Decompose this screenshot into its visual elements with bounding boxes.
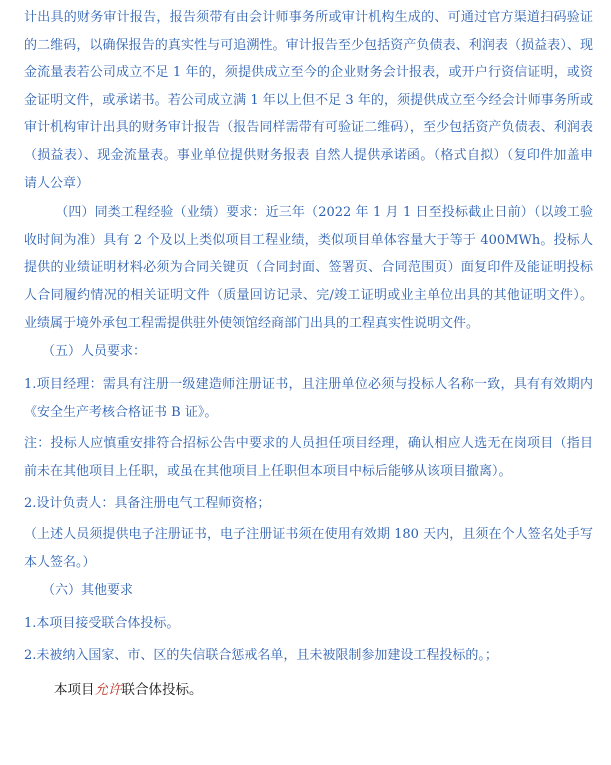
consortium-statement-prefix: 本项目 (54, 682, 95, 699)
credit-blacklist-item: 2.未被纳入国家、市、区的失信联合惩戒名单，且未被限制参加建设工程投标的。； (24, 647, 498, 663)
experience-requirement-paragraph: （四）同类工程经验（业绩）要求：近三年（2022 年 1 月 1 日至投标截止日前）（以竣工验收时间为准）具有 2 个及以上类似项目工程业绩，类似项目单体容量大于等于 400MWh。投标人提供的业绩证明材料必须为合同关键页（合同封面、签署页、合同范围页）面复印件及能证明投标人合同履约情况的相关证明文件（质量回访记录、完/竣工证明或业主单位出具的其他证明文件）。业绩属于境外承包工程需提供驻外使领馆经商部门出具的工程真实性说明文件。 (24, 205, 593, 331)
personnel-requirements-heading: （五）人员要求： (42, 344, 147, 360)
consortium-statement-suffix: 联合体投标。 (121, 682, 203, 699)
project-manager-requirement: 1.项目经理：需具有注册一级建造师注册证书，且注册单位必须与投标人名称一致，具有有效期内《安全生产考核合格证书 B 证》。 (24, 377, 593, 420)
project-manager-note: 注：投标人应慎重安排符合招标公告中要求的人员担任项目经理，确认相应人选无在岗项目（指目前未在其他项目上任职，或虽在其他项目上任职但本项目中标后能够从该项目撤离）。 (24, 436, 593, 479)
design-lead-requirement: 2.设计负责人：具备注册电气工程师资格； (24, 495, 271, 511)
other-requirements-heading: （六）其他要求 (42, 583, 134, 599)
financial-audit-paragraph: 计出具的财务审计报告，报告须带有由会计师事务所或审计机构生成的、可通过官方渠道扫码验证的二维码，以确保报告的真实性与可追溯性。审计报告至少包括资产负债表、利润表（损益表）、现金流量表若公司成立不足 1 年的，须提供成立至今的企业财务会计报表，或开户行资信证明，或资金证明文件，或承诺书。若公司成立满 1 年以上但不足 3 年的，须提供成立至今经会计师事务所或审计机构审计出具的财务审计报告（报告同样需带有可验证二维码），至少包括资产负债表、利润表（损益表）、现金流量表。事业单位提供财务报表 自然人提供承诺函。（格式自拟）（复印件加盖申请人公章） (24, 10, 593, 191)
consortium-statement-filled-value: 允许 (94, 682, 122, 699)
certificate-note: （上述人员须提供电子注册证书，电子注册证书须在使用有效期 180 天内，且须在个人签名处手写本人签名。） (24, 527, 593, 570)
consortium-accepted-item: 1.本项目接受联合体投标。 (24, 616, 180, 632)
consortium-statement (24, 675, 593, 705)
